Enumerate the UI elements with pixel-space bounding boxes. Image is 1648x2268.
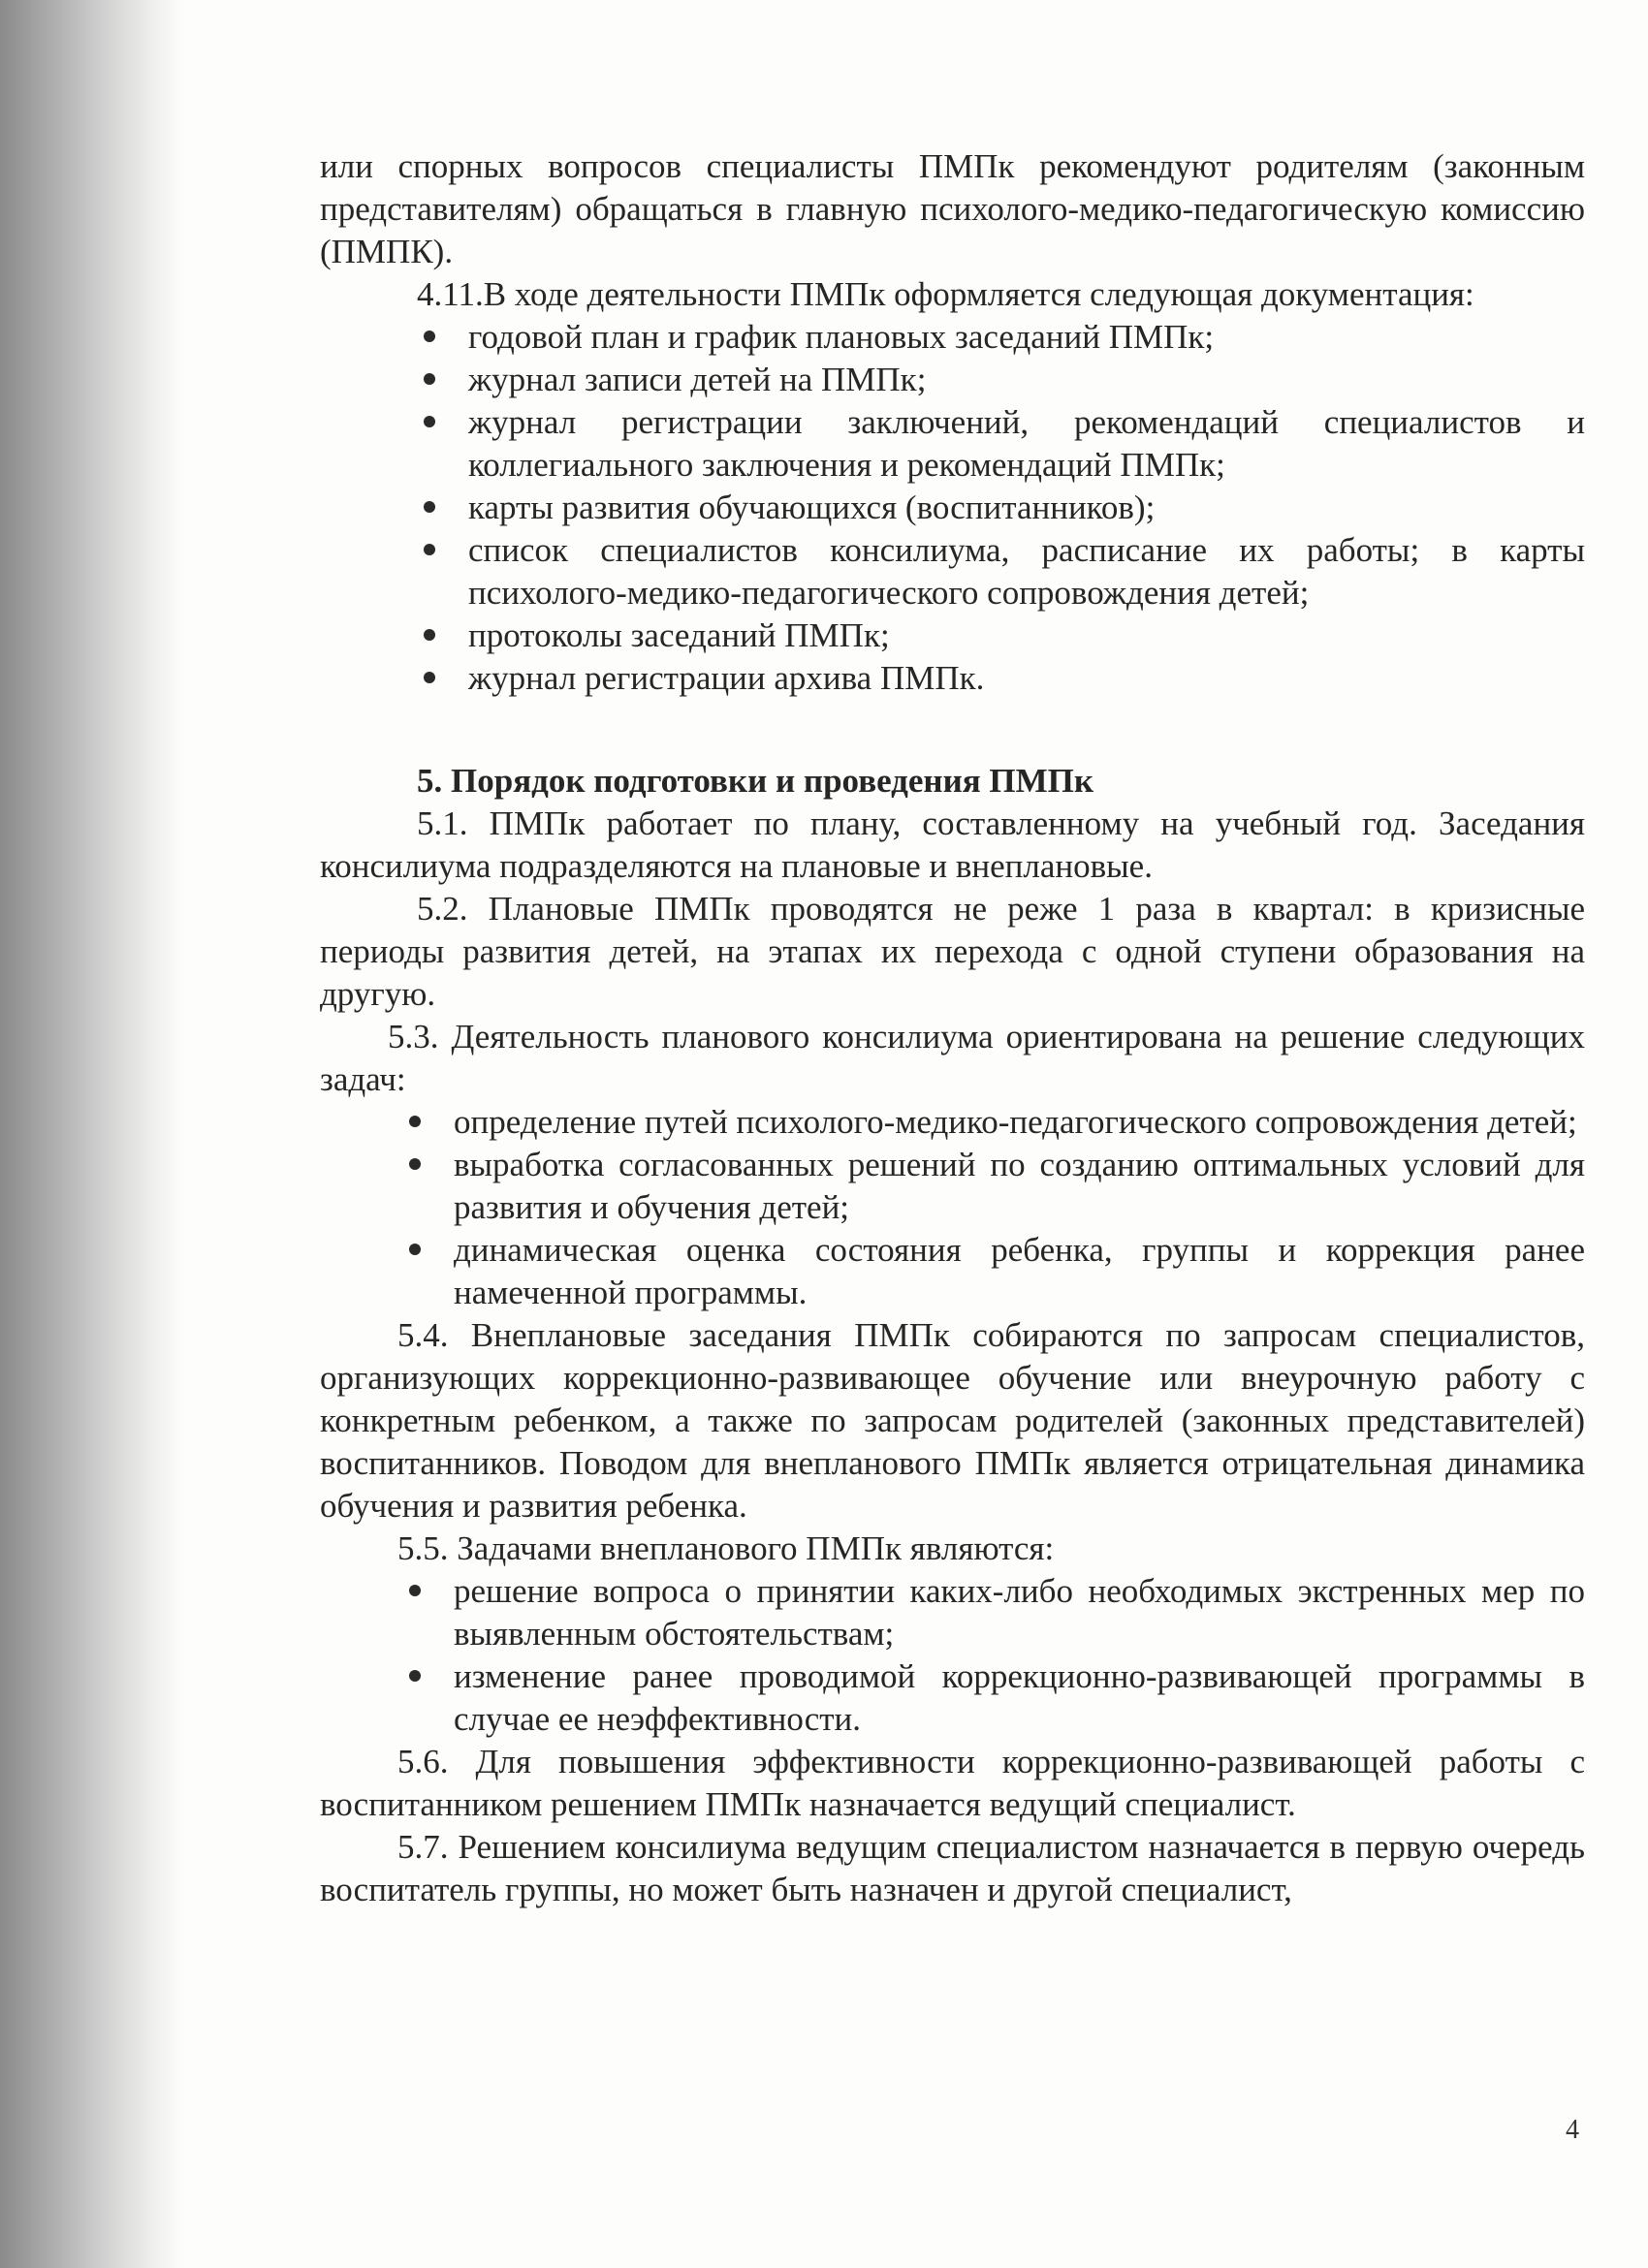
paragraph-5-5: 5.5. Задачами внепланового ПМПк являются:: [397, 1529, 1055, 1567]
unplanned-tasks-list: [407, 1570, 1585, 1741]
paragraph-5-1: 5.1. ПМПк работает по плану, составленному на учебный год. Заседания консилиума подразделяются на плановые и внеплановые.: [320, 804, 1585, 885]
list-item: протоколы заседаний ПМПк;: [422, 614, 1585, 657]
section-5-heading: 5. Порядок подготовки и проведения ПМПк: [417, 762, 1094, 800]
paragraph-intro: или спорных вопросов специалисты ПМПк рекомендуют родителям (законным представителям) обращаться в главную психолого-медико-педагогическую комиссию (ПМПК).: [320, 147, 1585, 270]
paragraph-5-6: 5.6. Для повышения эффективности коррекционно-развивающей работы с воспитанником решением ПМПк назначается ведущий специалист.: [320, 1743, 1585, 1823]
scan-shadow: [0, 0, 184, 2268]
list-item: список специалистов консилиума, расписание их работы; в карты психолого-медико-педагогического сопровождения детей;: [422, 529, 1585, 614]
paragraph-5-2: 5.2. Плановые ПМПк проводятся не реже 1 раза в квартал: в кризисные периоды развития детей, на этапах их перехода с одной ступени образования на другую.: [320, 890, 1585, 1013]
documentation-list: [422, 316, 1585, 700]
paragraph-5-7: 5.7. Решением консилиума ведущим специалистом назначается в первую очередь воспитатель группы, но может быть назначен и другой специалист,: [320, 1828, 1585, 1908]
list-item: изменение ранее проводимой коррекционно-развивающей программы в случае ее неэффективности.: [407, 1655, 1585, 1741]
list-item: решение вопроса о принятии каких-либо необходимых экстренных мер по выявленным обстоятельствам;: [407, 1570, 1585, 1655]
planned-tasks-list: [407, 1101, 1585, 1314]
list-item: выработка согласованных решений по созданию оптимальных условий для развития и обучения детей;: [407, 1144, 1585, 1229]
list-item: динамическая оценка состояния ребенка, группы и коррекция ранее намеченной программы.: [407, 1229, 1585, 1314]
list-item: годовой план и график плановых заседаний ПМПк;: [422, 316, 1585, 359]
list-item: определение путей психолого-медико-педагогического сопровождения детей;: [407, 1101, 1585, 1144]
document-page: [320, 145, 1585, 1911]
list-item: карты развития обучающихся (воспитанников);: [422, 487, 1585, 529]
paragraph-5-4: 5.4. Внеплановые заседания ПМПк собираются по запросам специалистов, организующих коррекционно-развивающее обучение или внеурочную работу с конкретным ребенком, а также по запросам родителей (законных представителей) воспитанников. Поводом для внепланового ПМПк является отрицательная динамика обучения и развития ребенка.: [320, 1316, 1585, 1525]
page-number: 4: [1566, 2115, 1579, 2145]
list-item: журнал записи детей на ПМПк;: [422, 359, 1585, 401]
list-item: журнал регистрации заключений, рекомендаций специалистов и коллегиального заключения и рекомендаций ПМПк;: [422, 401, 1585, 487]
paragraph-4-11: 4.11.В ходе деятельности ПМПк оформляется следующая документация:: [417, 275, 1474, 313]
list-item: журнал регистрации архива ПМПк.: [422, 657, 1585, 700]
paragraph-5-3: 5.3. Деятельность планового консилиума ориентирована на решение следующих задач:: [320, 1018, 1585, 1098]
